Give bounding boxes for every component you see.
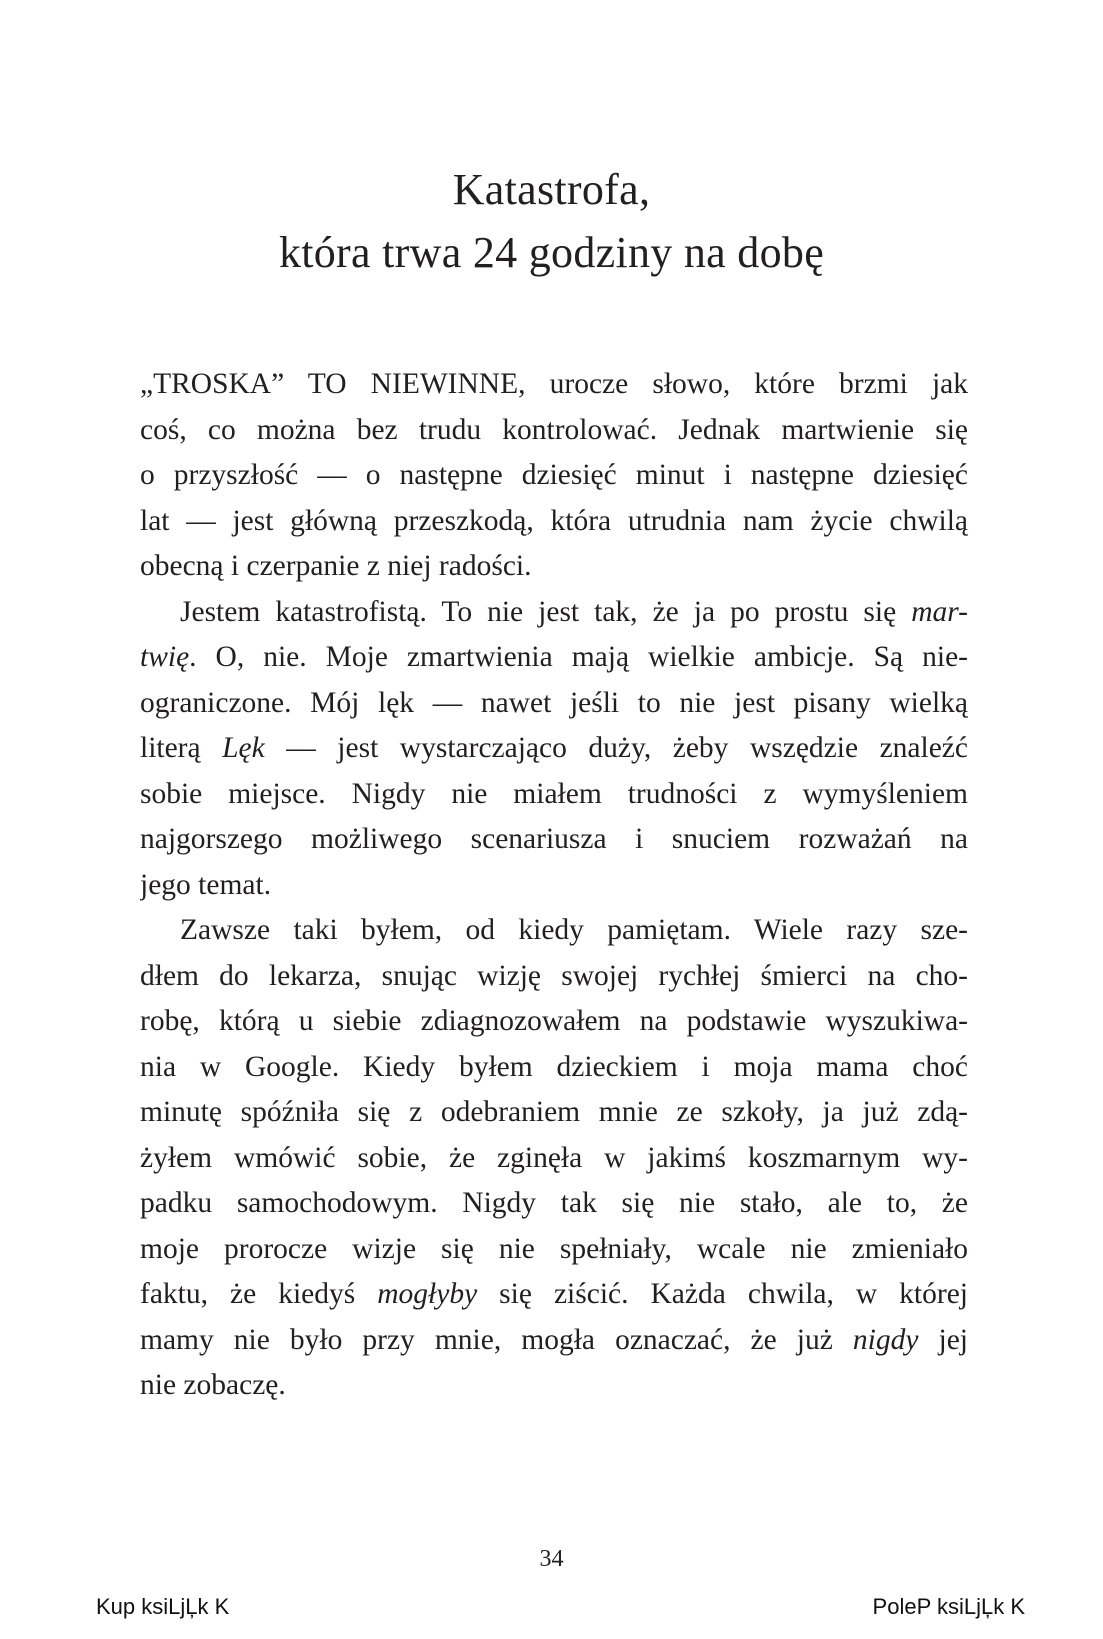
- text-line: nia w Google. Kiedy byłem dzieckiem i moja mama choć: [140, 1050, 968, 1083]
- text-line: moje prorocze wizje się nie spełniały, wcale nie zmieniało: [140, 1232, 968, 1265]
- italic-word: mar-: [911, 595, 968, 628]
- text-line: żyłem wmówić sobie, że zginęła w jakimś koszmarnym wy-: [140, 1141, 968, 1174]
- text-segment: się ziścić. Każda chwila, w której: [477, 1278, 968, 1310]
- text-line: [140, 726, 968, 772]
- text-line: [140, 635, 968, 681]
- text-line: [140, 1318, 968, 1364]
- chapter-title-line-1: Katastrofa,: [452, 165, 651, 214]
- italic-word: nigdy: [852, 1323, 919, 1356]
- text-segment: . O, nie. Moje zmartwienia mają wielkie ambicje. Są nie-: [189, 641, 968, 673]
- text-line: dłem do lekarza, snując wizję swojej rychłej śmierci na cho-: [140, 959, 968, 992]
- text-line: Zawsze taki byłem, od kiedy pamiętam. Wiele razy sze-: [180, 914, 968, 946]
- text-line: nie zobaczę.: [140, 1369, 286, 1401]
- text-segment: jej: [918, 1323, 968, 1356]
- text-line: sobie miejsce. Nigdy nie miałem trudności z wymyśleniem: [140, 777, 968, 810]
- text-line: padku samochodowym. Nigdy tak się nie stało, ale to, że: [140, 1187, 968, 1219]
- text-segment: mamy nie było przy mnie, mogła oznaczać, że już: [140, 1323, 853, 1356]
- italic-word: twię: [140, 641, 190, 673]
- text-segment: — jest wystarczająco duży, żeby wszędzie znaleźć: [264, 732, 968, 764]
- text-line: lat — jest główną przeszkodą, która utrudnia nam życie chwilą: [140, 504, 968, 537]
- text-line: ograniczone. Mój lęk — nawet jeśli to nie jest pisany wielką: [140, 686, 968, 719]
- text-line: coś, co można bez trudu kontrolować. Jednak martwienie się: [140, 413, 968, 446]
- footer-buy-book-link[interactable]: Kup ksiLjĻk K: [96, 1594, 230, 1619]
- text-line: jego temat.: [140, 868, 272, 901]
- text-line: robę, którą u siebie zdiagnozowałem na podstawie wyszukiwa-: [140, 1005, 968, 1037]
- italic-word: mogłyby: [377, 1278, 478, 1310]
- text-line: obecną i czerpanie z niej radości.: [140, 550, 532, 582]
- italic-word: Lęk: [222, 732, 265, 764]
- page-number: 34: [539, 1546, 564, 1572]
- chapter-title: [0, 158, 1103, 284]
- text-line: [140, 1272, 968, 1318]
- body-text: [140, 362, 968, 1409]
- footer-recommend-book-link[interactable]: PoleP ksiLjĻk K: [872, 1594, 1025, 1619]
- chapter-title-line-2: która trwa 24 godziny na dobę: [278, 228, 825, 277]
- text-line: „TROSKA” TO NIEWINNE, urocze słowo, które brzmi jak: [140, 368, 968, 400]
- text-line: o przyszłość — o następne dziesięć minut i następne dziesięć: [140, 459, 968, 491]
- text-segment: Jestem katastrofistą. To nie jest tak, że ja po prostu się: [180, 595, 912, 628]
- text-line: minutę spóźniła się z odebraniem mnie ze szkoły, ja już zdą-: [140, 1096, 968, 1128]
- text-segment: literą: [140, 732, 223, 764]
- text-line: najgorszego możliwego scenariusza i snuciem rozważań na: [140, 823, 968, 855]
- text-segment: faktu, że kiedyś: [140, 1278, 378, 1310]
- text-line: [140, 590, 968, 636]
